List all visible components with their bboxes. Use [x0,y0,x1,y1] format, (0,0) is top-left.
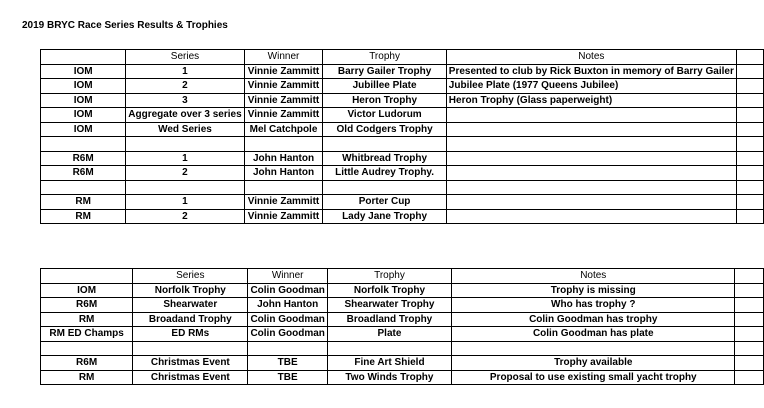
table-cell: Trophy available [452,356,735,371]
table-cell [736,108,763,123]
table-cell [323,180,446,195]
table-cell [126,137,244,152]
header-cell: Winner [248,269,327,284]
table-cell: Two Winds Trophy [327,370,451,385]
table-cell: Aggregate over 3 series [126,108,244,123]
table-cell: Jubilee Plate (1977 Queens Jubilee) [446,79,736,94]
table-cell: Fine Art Shield [327,356,451,371]
table-row [41,166,764,181]
table-cell: Proposal to use existing small yacht trophy [452,370,735,385]
table-cell [446,180,736,195]
table-cell: Norfolk Trophy [327,283,451,298]
table-cell [735,327,764,342]
table-cell: Little Audrey Trophy. [323,166,446,181]
table-cell [735,283,764,298]
table-cell: Whitbread Trophy [323,151,446,166]
table-cell: John Hanton [248,298,327,313]
table-cell: Porter Cup [323,195,446,210]
table-cell: Colin Goodman [248,327,327,342]
table-cell [248,341,327,356]
table-row [41,370,764,385]
table-cell: Vinnie Zammitt [244,79,323,94]
table-cell [736,166,763,181]
table-cell: Colin Goodman has plate [452,327,735,342]
table-cell: Who has trophy ? [452,298,735,313]
table-cell: John Hanton [244,166,323,181]
header-cell [735,269,764,284]
table-cell: Vinnie Zammitt [244,195,323,210]
table-row [41,151,764,166]
table-cell [446,151,736,166]
table-cell: Christmas Event [133,370,248,385]
table-cell: Victor Ludorum [323,108,446,123]
table-cell: Wed Series [126,122,244,137]
table-cell [446,108,736,123]
table-cell [41,180,126,195]
header-row [41,50,764,65]
table-cell: R6M [41,356,133,371]
table-cell: Heron Trophy [323,93,446,108]
table-cell [446,166,736,181]
header-cell: Trophy [323,50,446,65]
trophies-table-body [41,269,764,385]
table-cell [736,122,763,137]
table-cell [41,137,126,152]
table-cell [735,370,764,385]
table-cell: Presented to club by Rick Buxton in memory of Barry Gailer [446,64,736,79]
page-title: 2019 BRYC Race Series Results & Trophies [22,20,228,31]
table-row [41,64,764,79]
table-cell [735,312,764,327]
table-cell [736,180,763,195]
table-cell: Old Codgers Trophy [323,122,446,137]
table-cell: Vinnie Zammitt [244,108,323,123]
table-cell: 2 [126,79,244,94]
table-row [41,327,764,342]
table-cell: Vinnie Zammitt [244,93,323,108]
table-cell: IOM [41,122,126,137]
table-row [41,209,764,224]
table-cell [736,209,763,224]
table-cell: Lady Jane Trophy [323,209,446,224]
table-cell: Colin Goodman [248,283,327,298]
table-cell [244,137,323,152]
table-cell: IOM [41,79,126,94]
table-cell: 2 [126,209,244,224]
table-cell [41,341,133,356]
table-cell: R6M [41,166,126,181]
table-cell: 1 [126,64,244,79]
table-cell [736,79,763,94]
results-table-body [41,50,764,224]
table-cell: Shearwater Trophy [327,298,451,313]
table-cell [446,209,736,224]
table-cell: RM [41,312,133,327]
table-cell [735,356,764,371]
table-cell [327,341,451,356]
table-cell: IOM [41,108,126,123]
table-row [41,195,764,210]
table-cell: RM [41,370,133,385]
table-row [41,356,764,371]
table-cell: Broadand Trophy [133,312,248,327]
table-cell: Barry Gailer Trophy [323,64,446,79]
table-row [41,108,764,123]
header-cell [41,269,133,284]
table-cell: Shearwater [133,298,248,313]
table-cell: IOM [41,283,133,298]
table-cell [446,137,736,152]
header-cell: Series [126,50,244,65]
table-row [41,137,764,152]
table-cell: TBE [248,356,327,371]
header-cell: Winner [244,50,323,65]
table-cell [446,195,736,210]
table-row [41,283,764,298]
table-cell: Colin Goodman has trophy [452,312,735,327]
table-cell [735,298,764,313]
header-cell: Trophy [327,269,451,284]
table-cell [736,64,763,79]
table-cell [736,93,763,108]
table-cell [736,195,763,210]
table-cell: Vinnie Zammitt [244,209,323,224]
table-cell: 2 [126,166,244,181]
table-row [41,93,764,108]
table-cell: Heron Trophy (Glass paperweight) [446,93,736,108]
table-cell [323,137,446,152]
table-cell: Broadland Trophy [327,312,451,327]
table-cell: ED RMs [133,327,248,342]
table-cell: IOM [41,64,126,79]
table-row [41,180,764,195]
header-cell: Series [133,269,248,284]
table-cell [735,341,764,356]
table-cell: John Hanton [244,151,323,166]
table-row [41,122,764,137]
header-cell: Notes [446,50,736,65]
table-row [41,298,764,313]
table-cell: 3 [126,93,244,108]
table-cell: Norfolk Trophy [133,283,248,298]
table-cell: R6M [41,298,133,313]
table-cell: Trophy is missing [452,283,735,298]
table-cell [736,151,763,166]
table-cell: 1 [126,151,244,166]
table-cell: TBE [248,370,327,385]
results-table [40,49,764,224]
table-cell: Jubillee Plate [323,79,446,94]
header-cell [736,50,763,65]
header-cell: Notes [452,269,735,284]
table-cell: RM [41,209,126,224]
table-cell [452,341,735,356]
table-cell: RM ED Champs [41,327,133,342]
table-cell: Plate [327,327,451,342]
table-cell [736,137,763,152]
table-row [41,312,764,327]
table-cell: Vinnie Zammitt [244,64,323,79]
table-row [41,79,764,94]
table-cell [446,122,736,137]
table-cell: R6M [41,151,126,166]
header-row [41,269,764,284]
table-cell: IOM [41,93,126,108]
table-cell: Colin Goodman [248,312,327,327]
table-row [41,341,764,356]
table-cell: Mel Catchpole [244,122,323,137]
table-cell [133,341,248,356]
table-cell [126,180,244,195]
header-cell [41,50,126,65]
table-cell [244,180,323,195]
table-cell: 1 [126,195,244,210]
table-cell: RM [41,195,126,210]
table-cell: Christmas Event [133,356,248,371]
trophies-table [40,268,764,385]
